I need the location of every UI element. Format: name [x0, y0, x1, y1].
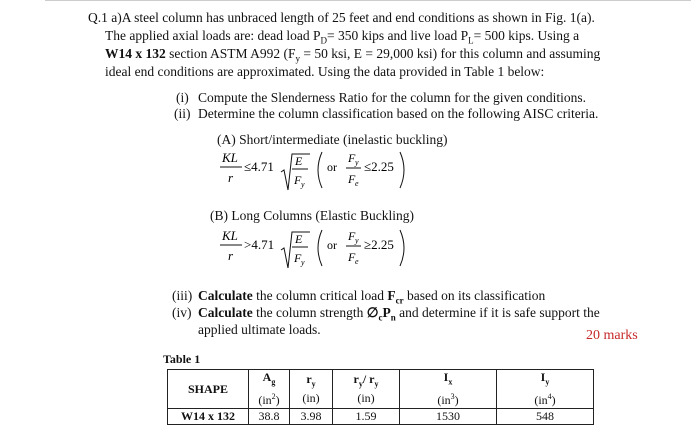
svg-text:y: y: [355, 158, 359, 167]
fy-symbol: F: [294, 173, 302, 187]
task-iv-text-line2: applied ultimate loads.: [198, 322, 321, 337]
svg-text:e: e: [355, 257, 359, 266]
header-ix: $I_x$ $(in^3)$: [400, 370, 497, 409]
svg-text:F: F: [348, 250, 356, 264]
cell-iy: 548: [497, 409, 594, 425]
svg-text:r: r: [228, 248, 234, 263]
kl-numerator: KL: [222, 150, 238, 165]
gt-471: >4.71: [244, 237, 275, 252]
r-denominator: r: [228, 170, 234, 185]
question-number: Q.1 a)A steel column has unbraced length of 25 feet and end conditions as shown in Fig. 1(a).: [88, 10, 595, 25]
task-iii-number: (iii): [172, 288, 193, 303]
svg-text:F: F: [348, 229, 356, 243]
criterion-b-title: (B) Long Columns (Elastic Buckling): [210, 208, 414, 223]
svg-text:y: y: [355, 236, 359, 245]
svg-text:E: E: [295, 232, 303, 246]
ge-225: ≥2.25: [364, 237, 394, 252]
criterion-b-formula: [218, 226, 418, 272]
marks-label: 20 marks: [586, 328, 638, 343]
task-ii-text: Determine the column classification based on the following AISC criteria.: [198, 106, 599, 121]
header-shape: SHAPE: [168, 370, 249, 409]
svg-text:y: y: [301, 258, 305, 267]
le-471: ≤4.71: [244, 159, 274, 174]
header-rx-ry: $r_y/$ $r_y$ (in): [333, 370, 400, 409]
svg-text:F: F: [294, 251, 302, 265]
le-225: ≤2.25: [364, 159, 394, 174]
question-line-4: ideal end conditions are approximated. Using the data provided in Table 1 below:: [105, 64, 545, 79]
task-iii-text: Calculate the column critical load $F_{cr}$ based on its classification: [198, 288, 546, 306]
fy-sub: y: [301, 180, 305, 189]
or-text-b: or: [327, 238, 337, 252]
or-text-a: or: [327, 160, 337, 174]
cell-ry: 3.98: [290, 409, 333, 425]
top-divider: [45, 0, 691, 1]
table-caption: Table 1: [163, 352, 201, 366]
header-ry: $r_y$ (in): [290, 370, 333, 409]
fe-den: F: [348, 172, 356, 186]
criterion-a-title: (A) Short/intermediate (inelastic buckling): [217, 132, 448, 147]
cell-rx-ry: 1.59: [333, 409, 400, 425]
fy-num: F: [348, 151, 356, 165]
table-header-row: [168, 370, 594, 409]
table-row: [168, 409, 594, 425]
cell-ag: 38.8: [249, 409, 290, 425]
question-line-2: The applied axial loads are: dead load $P_D= 350$ kips and live load $P_L= 500$ kips. Using a: [105, 28, 580, 46]
question-line-3: W14 x 132 section ASTM A992 ($F_y = 50$ ksi, E = 29,000 ksi) for this column and assuming: [105, 46, 601, 64]
criterion-a-formula: [218, 148, 418, 194]
task-iv-text: Calculate the column strength $\emptyset_cP_n$ and determine if it is safe support the: [198, 305, 600, 323]
task-iv-number: (iv): [172, 305, 192, 320]
task-ii-number: (ii): [174, 106, 191, 121]
task-i-number: (i): [176, 90, 189, 105]
e-symbol: E: [295, 154, 303, 168]
task-i-text: Compute the Slenderness Ratio for the column for the given conditions.: [198, 90, 587, 105]
cell-ix: 1530: [400, 409, 497, 425]
svg-text:KL: KL: [222, 228, 238, 243]
properties-table: [167, 369, 594, 425]
header-ag: $A_g$ $(in^2)$: [249, 370, 290, 409]
header-iy: $I_y$ $(in^4)$: [497, 370, 594, 409]
svg-text:e: e: [355, 179, 359, 188]
cell-shape: W14 x 132: [168, 409, 249, 425]
